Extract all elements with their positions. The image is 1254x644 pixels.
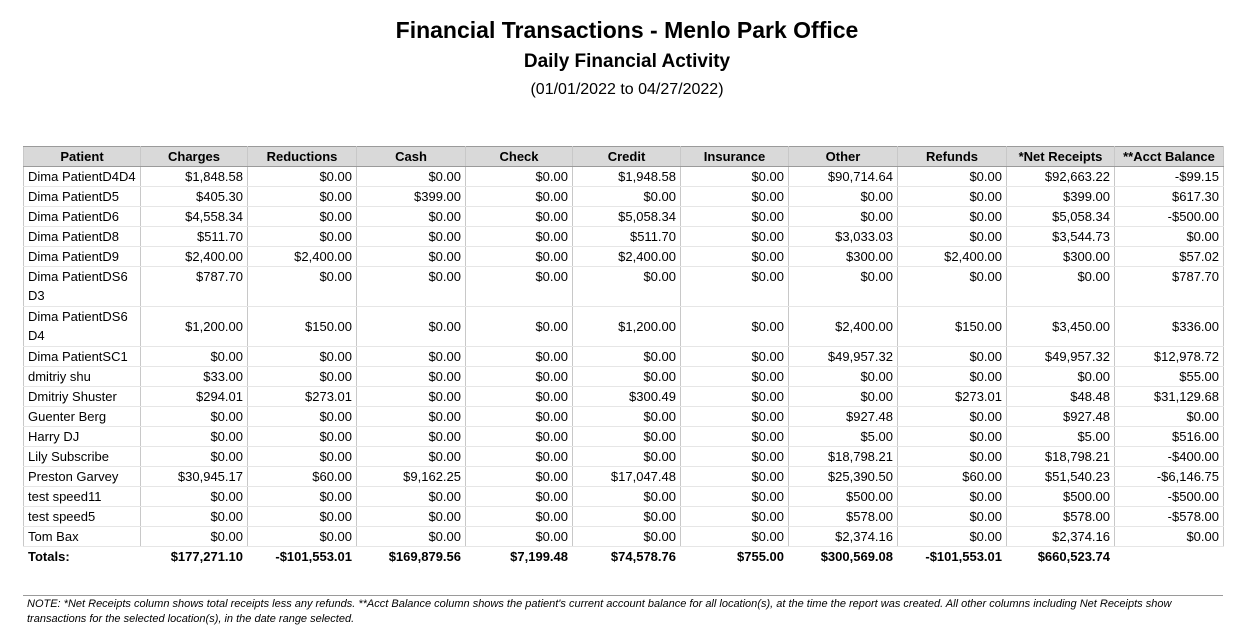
amount-cell: $0.00 [681, 387, 789, 407]
table-row [24, 307, 1224, 347]
amount-cell: $2,400.00 [898, 247, 1007, 267]
amount-cell: $60.00 [248, 467, 357, 487]
patient-name-cell: Preston Garvey [24, 467, 141, 487]
amount-cell: $0.00 [681, 367, 789, 387]
amount-cell: $399.00 [1007, 187, 1115, 207]
report-note: NOTE: *Net Receipts column shows total receipts less any refunds. **Acct Balance column shows the patient's current account balance for all location(s), at the time the report was created. All other columns including Net Receipts show transactions for the selected location(s), in the date range selected. [27, 598, 1172, 625]
column-header: Credit [573, 147, 681, 167]
amount-cell: $150.00 [248, 307, 357, 347]
amount-cell: $0.00 [681, 247, 789, 267]
amount-cell: $0.00 [141, 507, 248, 527]
amount-cell: $5.00 [789, 427, 898, 447]
amount-cell: $0.00 [466, 487, 573, 507]
table-row [24, 527, 1224, 547]
amount-cell: $0.00 [898, 267, 1007, 307]
amount-cell: $0.00 [141, 527, 248, 547]
amount-cell: $0.00 [898, 167, 1007, 187]
amount-cell: $57.02 [1115, 247, 1224, 267]
table-row [24, 467, 1224, 487]
amount-cell: $0.00 [248, 447, 357, 467]
amount-cell: $0.00 [898, 527, 1007, 547]
amount-cell: $0.00 [248, 227, 357, 247]
amount-cell: $0.00 [357, 307, 466, 347]
amount-cell: $405.30 [141, 187, 248, 207]
table-row [24, 227, 1224, 247]
amount-cell: $2,374.16 [789, 527, 898, 547]
amount-cell: $150.00 [898, 307, 1007, 347]
amount-cell: $0.00 [141, 347, 248, 367]
amount-cell: $273.01 [898, 387, 1007, 407]
amount-cell: $0.00 [248, 407, 357, 427]
table-row [24, 267, 1224, 307]
amount-cell: $90,714.64 [789, 167, 898, 187]
column-header: Check [466, 147, 573, 167]
patient-name-cell: Dima PatientD9 [24, 247, 141, 267]
amount-cell: $0.00 [466, 187, 573, 207]
table-row [24, 487, 1224, 507]
amount-cell: $0.00 [466, 427, 573, 447]
amount-cell: $787.70 [1115, 267, 1224, 307]
amount-cell: $0.00 [466, 507, 573, 527]
amount-cell: $0.00 [1115, 227, 1224, 247]
amount-cell: -$578.00 [1115, 507, 1224, 527]
amount-cell: $0.00 [248, 367, 357, 387]
note-divider [23, 595, 1223, 596]
column-header: Cash [357, 147, 466, 167]
total-amount-cell: $177,271.10 [170, 549, 243, 564]
amount-cell: $0.00 [789, 187, 898, 207]
patient-name-cell: Dima PatientD4D4 [24, 167, 141, 187]
amount-cell: $48.48 [1007, 387, 1115, 407]
amount-cell: $0.00 [898, 487, 1007, 507]
amount-cell: $0.00 [681, 167, 789, 187]
patient-name-cell: Harry DJ [24, 427, 141, 447]
amount-cell: $49,957.32 [1007, 347, 1115, 367]
amount-cell: $17,047.48 [573, 467, 681, 487]
column-header: **Acct Balance [1115, 147, 1224, 167]
amount-cell: $0.00 [898, 507, 1007, 527]
amount-cell: $0.00 [357, 267, 466, 307]
amount-cell: $49,957.32 [789, 347, 898, 367]
table-row [24, 247, 1224, 267]
amount-cell: $0.00 [789, 367, 898, 387]
amount-cell: $0.00 [357, 487, 466, 507]
total-amount-cell: -$101,553.01 [275, 549, 352, 564]
amount-cell: $0.00 [789, 267, 898, 307]
amount-cell: $2,400.00 [141, 247, 248, 267]
amount-cell: $516.00 [1115, 427, 1224, 447]
column-header: Insurance [681, 147, 789, 167]
amount-cell: $511.70 [573, 227, 681, 247]
amount-cell: $0.00 [357, 227, 466, 247]
amount-cell: $0.00 [248, 427, 357, 447]
amount-cell: $25,390.50 [789, 467, 898, 487]
amount-cell: $4,558.34 [141, 207, 248, 227]
report-date-range: (01/01/2022 to 04/27/2022) [530, 81, 724, 98]
amount-cell: $2,400.00 [789, 307, 898, 347]
amount-cell: $0.00 [466, 387, 573, 407]
amount-cell: $0.00 [248, 487, 357, 507]
amount-cell: $0.00 [1115, 527, 1224, 547]
amount-cell: $18,798.21 [789, 447, 898, 467]
patient-name-cell: Tom Bax [24, 527, 141, 547]
amount-cell: $0.00 [141, 487, 248, 507]
amount-cell: -$99.15 [1115, 167, 1224, 187]
amount-cell: $31,129.68 [1115, 387, 1224, 407]
amount-cell: $0.00 [681, 407, 789, 427]
amount-cell: $0.00 [573, 507, 681, 527]
amount-cell: $0.00 [573, 487, 681, 507]
amount-cell: $51,540.23 [1007, 467, 1115, 487]
column-header: Other [789, 147, 898, 167]
amount-cell: $578.00 [789, 507, 898, 527]
patient-name-cell: Dima PatientD8 [24, 227, 141, 247]
amount-cell: $300.49 [573, 387, 681, 407]
amount-cell: $0.00 [466, 407, 573, 427]
amount-cell: $0.00 [141, 427, 248, 447]
amount-cell: $0.00 [573, 367, 681, 387]
patient-name-cell: Lily Subscribe [24, 447, 141, 467]
table-row [24, 427, 1224, 447]
patient-name-cell: Dima PatientDS6D4 [24, 307, 141, 347]
amount-cell: $927.48 [789, 407, 898, 427]
column-header: Charges [141, 147, 248, 167]
amount-cell: $0.00 [357, 347, 466, 367]
total-amount-cell: $169,879.56 [388, 549, 461, 564]
amount-cell: $578.00 [1007, 507, 1115, 527]
patient-name-cell: Guenter Berg [24, 407, 141, 427]
amount-cell: $0.00 [248, 527, 357, 547]
table-row [24, 367, 1224, 387]
table-row [24, 207, 1224, 227]
amount-cell: $0.00 [681, 487, 789, 507]
amount-cell: $2,400.00 [248, 247, 357, 267]
column-header: Patient [24, 147, 141, 167]
amount-cell: $0.00 [466, 207, 573, 227]
amount-cell: $0.00 [357, 387, 466, 407]
patient-name-cell: Dima PatientSC1 [24, 347, 141, 367]
amount-cell: $0.00 [357, 407, 466, 427]
amount-cell: $0.00 [573, 347, 681, 367]
table-row [24, 387, 1224, 407]
amount-cell: $500.00 [1007, 487, 1115, 507]
report-subtitle: Daily Financial Activity [523, 51, 731, 72]
amount-cell: $2,374.16 [1007, 527, 1115, 547]
amount-cell: $399.00 [357, 187, 466, 207]
amount-cell: $0.00 [1007, 367, 1115, 387]
amount-cell: $3,450.00 [1007, 307, 1115, 347]
amount-cell: $0.00 [357, 527, 466, 547]
amount-cell: $0.00 [573, 407, 681, 427]
amount-cell: $0.00 [466, 447, 573, 467]
table-row [24, 407, 1224, 427]
patient-name-cell: Dmitriy Shuster [24, 387, 141, 407]
amount-cell: $0.00 [466, 247, 573, 267]
amount-cell: $0.00 [898, 227, 1007, 247]
amount-cell: $0.00 [681, 347, 789, 367]
amount-cell: $0.00 [248, 347, 357, 367]
amount-cell: $0.00 [141, 447, 248, 467]
amount-cell: $0.00 [141, 407, 248, 427]
amount-cell: $0.00 [357, 247, 466, 267]
amount-cell: $0.00 [248, 187, 357, 207]
amount-cell: $617.30 [1115, 187, 1224, 207]
table-row [24, 187, 1224, 207]
amount-cell: $1,200.00 [141, 307, 248, 347]
total-amount-cell [1115, 547, 1224, 567]
amount-cell: $0.00 [357, 207, 466, 227]
table-row [24, 347, 1224, 367]
amount-cell: $0.00 [573, 427, 681, 447]
amount-cell: $0.00 [1115, 407, 1224, 427]
table-row [24, 167, 1224, 187]
amount-cell: $787.70 [141, 267, 248, 307]
amount-cell: $0.00 [357, 167, 466, 187]
amount-cell: $5,058.34 [1007, 207, 1115, 227]
total-amount-cell: $660,523.74 [1037, 549, 1110, 564]
amount-cell: $5,058.34 [573, 207, 681, 227]
amount-cell: $3,544.73 [1007, 227, 1115, 247]
table-row [24, 507, 1224, 527]
amount-cell: $0.00 [898, 347, 1007, 367]
table-row [24, 447, 1224, 467]
amount-cell: $0.00 [466, 227, 573, 247]
amount-cell: $0.00 [1007, 267, 1115, 307]
amount-cell: $0.00 [466, 467, 573, 487]
amount-cell: $0.00 [357, 427, 466, 447]
amount-cell: $511.70 [141, 227, 248, 247]
amount-cell: $0.00 [898, 367, 1007, 387]
amount-cell: $0.00 [898, 427, 1007, 447]
amount-cell: $0.00 [681, 187, 789, 207]
amount-cell: $0.00 [248, 207, 357, 227]
amount-cell: $9,162.25 [357, 467, 466, 487]
amount-cell: $1,848.58 [141, 167, 248, 187]
amount-cell: $30,945.17 [141, 467, 248, 487]
amount-cell: $0.00 [681, 227, 789, 247]
amount-cell: $12,978.72 [1115, 347, 1224, 367]
amount-cell: $0.00 [789, 387, 898, 407]
table-body [24, 167, 1224, 567]
total-amount-cell: $755.00 [737, 549, 784, 564]
amount-cell: $5.00 [1007, 427, 1115, 447]
amount-cell: $92,663.22 [1007, 167, 1115, 187]
amount-cell: $2,400.00 [573, 247, 681, 267]
patient-name-cell: dmitriy shu [24, 367, 141, 387]
amount-cell: $0.00 [248, 507, 357, 527]
amount-cell: -$400.00 [1115, 447, 1224, 467]
totals-row [24, 547, 1224, 567]
amount-cell: $0.00 [466, 527, 573, 547]
amount-cell: $294.01 [141, 387, 248, 407]
amount-cell: $0.00 [681, 207, 789, 227]
total-amount-cell: -$101,553.01 [925, 549, 1002, 564]
amount-cell: $0.00 [681, 427, 789, 447]
amount-cell: $0.00 [573, 527, 681, 547]
column-header: Refunds [898, 147, 1007, 167]
amount-cell: $1,948.58 [573, 167, 681, 187]
amount-cell: $0.00 [898, 447, 1007, 467]
amount-cell: $1,200.00 [573, 307, 681, 347]
amount-cell: $0.00 [248, 267, 357, 307]
amount-cell: $0.00 [357, 507, 466, 527]
amount-cell: $0.00 [681, 507, 789, 527]
amount-cell: $336.00 [1115, 307, 1224, 347]
amount-cell: $0.00 [898, 207, 1007, 227]
amount-cell: $33.00 [141, 367, 248, 387]
amount-cell: -$500.00 [1115, 207, 1224, 227]
amount-cell: $0.00 [681, 447, 789, 467]
amount-cell: $0.00 [789, 207, 898, 227]
amount-cell: $0.00 [681, 467, 789, 487]
patient-name-cell: Dima PatientD6 [24, 207, 141, 227]
amount-cell: $0.00 [898, 187, 1007, 207]
amount-cell: $300.00 [789, 247, 898, 267]
amount-cell: $0.00 [357, 447, 466, 467]
amount-cell: $0.00 [248, 167, 357, 187]
patient-name-cell: Dima PatientDS6D3 [24, 267, 141, 307]
amount-cell: $0.00 [681, 527, 789, 547]
amount-cell: $0.00 [466, 367, 573, 387]
amount-cell: $60.00 [898, 467, 1007, 487]
amount-cell: $0.00 [681, 267, 789, 307]
total-amount-cell: $7,199.48 [510, 549, 568, 564]
amount-cell: $0.00 [466, 167, 573, 187]
amount-cell: $0.00 [573, 267, 681, 307]
total-amount-cell: $74,578.76 [610, 549, 676, 564]
amount-cell: -$6,146.75 [1115, 467, 1224, 487]
amount-cell: $0.00 [466, 267, 573, 307]
transactions-table [23, 146, 1224, 566]
amount-cell: $0.00 [573, 187, 681, 207]
amount-cell: $0.00 [898, 407, 1007, 427]
total-amount-cell: $300,569.08 [820, 549, 893, 564]
patient-name-cell: test speed11 [24, 487, 141, 507]
amount-cell: $300.00 [1007, 247, 1115, 267]
amount-cell: $927.48 [1007, 407, 1115, 427]
amount-cell: $0.00 [357, 367, 466, 387]
amount-cell: -$500.00 [1115, 487, 1224, 507]
patient-name-cell: Dima PatientD5 [24, 187, 141, 207]
column-header: Reductions [248, 147, 357, 167]
amount-cell: $0.00 [681, 307, 789, 347]
amount-cell: $3,033.03 [789, 227, 898, 247]
amount-cell: $500.00 [789, 487, 898, 507]
amount-cell: $55.00 [1115, 367, 1224, 387]
report-title: Financial Transactions - Menlo Park Office [395, 17, 859, 43]
amount-cell: $0.00 [466, 307, 573, 347]
amount-cell: $0.00 [466, 347, 573, 367]
column-header: *Net Receipts [1007, 147, 1115, 167]
amount-cell: $0.00 [573, 447, 681, 467]
amount-cell: $273.01 [248, 387, 357, 407]
table-header-row [24, 147, 1224, 167]
amount-cell: $18,798.21 [1007, 447, 1115, 467]
patient-name-cell: test speed5 [24, 507, 141, 527]
totals-label: Totals: [28, 549, 70, 564]
